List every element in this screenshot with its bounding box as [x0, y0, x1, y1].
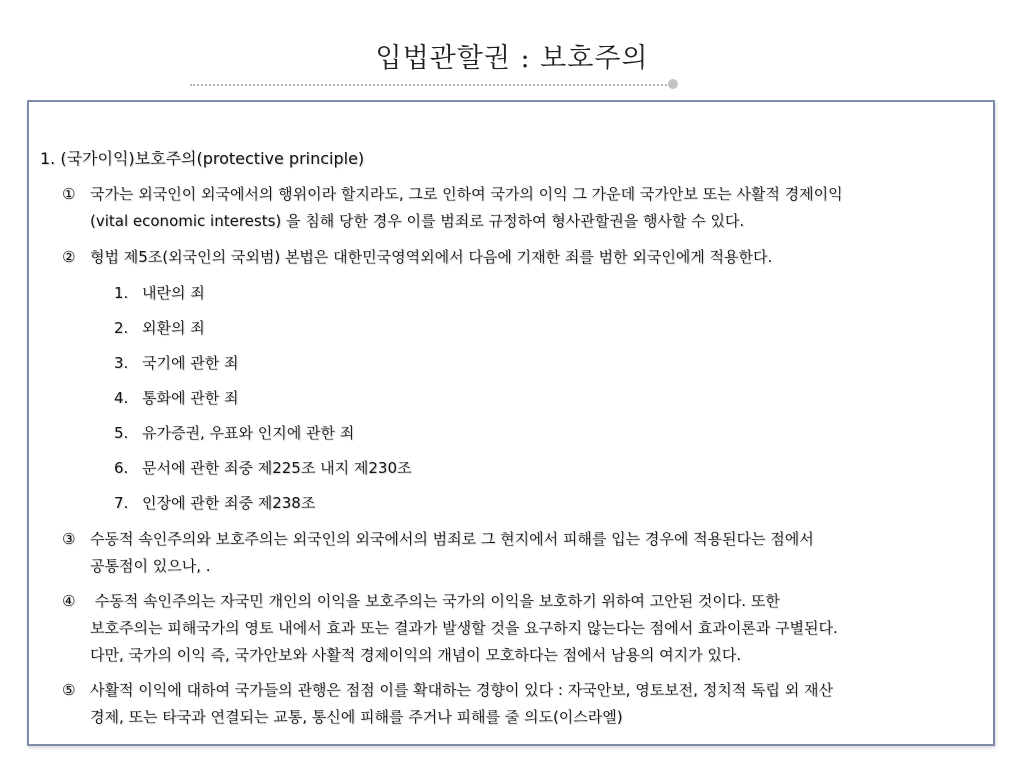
item-5-text-2: 경제, 또는 타국과 연결되는 교통, 통신에 피해를 주거나 피해를 줄 의도(이스라엘): [90, 708, 623, 726]
title-dotted-rule: [190, 84, 670, 86]
title-rule-end-dot: [668, 79, 678, 89]
item-4-text-3: 다만, 국가의 이익 즉, 국가안보와 사활적 경제이익의 개념이 모호하다는 점에서 남용의 여지가 있다.: [90, 646, 742, 664]
crime-1-num: 1.: [114, 284, 129, 302]
crime-3-text: 국기에 관한 죄: [142, 354, 239, 372]
item-5-line-1: [62, 679, 833, 701]
item-1-text-2: (vital economic interests) 을 침해 당한 경우 이를 범죄로 규정하여 형사관할권을 행사할 수 있다.: [90, 212, 745, 230]
crime-2-text: 외환의 죄: [142, 319, 205, 337]
crime-5-text: 유가증권, 우표와 인지에 관한 죄: [142, 424, 355, 442]
crime-6-num: 6.: [114, 459, 129, 477]
crime-2-num: 2.: [114, 319, 129, 337]
item-3-text-1: 수동적 속인주의와 보호주의는 외국인의 외국에서의 범죄로 그 현지에서 피해를 입는 경우에 적용된다는 점에서: [90, 530, 814, 548]
crime-list-item-7: [114, 492, 315, 514]
crime-list-item-4: [114, 387, 238, 409]
item-4-marker: ④: [62, 592, 76, 610]
crime-4-num: 4.: [114, 389, 129, 407]
item-5-text-1: 사활적 이익에 대하여 국가들의 관행은 점점 이를 확대하는 경향이 있다 : 자국안보, 영토보전, 정치적 독립 외 재산: [90, 681, 833, 699]
item-3-marker: ③: [62, 530, 76, 548]
item-5-marker: ⑤: [62, 681, 76, 699]
item-3-line-1: [62, 528, 814, 550]
crime-7-num: 7.: [114, 494, 129, 512]
item-2-marker: ②: [62, 248, 76, 266]
crime-list-item-1: [114, 282, 205, 304]
item-1-text-1: 국가는 외국인이 외국에서의 행위이라 할지라도, 그로 인하여 국가의 이익 그 가운데 국가안보 또는 사활적 경제이익: [90, 185, 843, 203]
item-2-line-1: [62, 246, 772, 268]
crime-list-item-3: [114, 352, 238, 374]
crime-5-num: 5.: [114, 424, 129, 442]
crime-list-item-2: [114, 317, 205, 339]
crime-4-text: 통화에 관한 죄: [142, 389, 239, 407]
crime-3-num: 3.: [114, 354, 129, 372]
item-1-line-1: [62, 183, 843, 205]
item-4-line-1: [62, 590, 780, 612]
crime-7-text: 인장에 관한 죄중 제238조: [142, 494, 316, 512]
crime-6-text: 문서에 관한 죄중 제225조 내지 제230조: [142, 459, 412, 477]
crime-1-text: 내란의 죄: [142, 284, 205, 302]
slide-title: 입법관할권 : 보호주의: [375, 43, 649, 74]
item-2-text-1: 형법 제5조(외국인의 국외범) 본법은 대한민국영역외에서 다음에 기재한 죄를 범한 외국인에게 적용한다.: [90, 248, 773, 266]
section-heading: 1. (국가이익)보호주의(protective principle): [40, 149, 365, 168]
item-4-text-2: 보호주의는 피해국가의 영토 내에서 효과 또는 결과가 발생할 것을 요구하지 않는다는 점에서 효과이론과 구별된다.: [90, 619, 838, 637]
crime-list-item-6: [114, 457, 411, 479]
item-3-text-2: 공통점이 있으나, .: [90, 557, 211, 575]
item-4-text-1: 수동적 속인주의는 자국민 개인의 이익을 보호주의는 국가의 이익을 보호하기 위하여 고안된 것이다. 또한: [90, 592, 780, 610]
crime-list-item-5: [114, 422, 354, 444]
item-1-marker: ①: [62, 185, 76, 203]
